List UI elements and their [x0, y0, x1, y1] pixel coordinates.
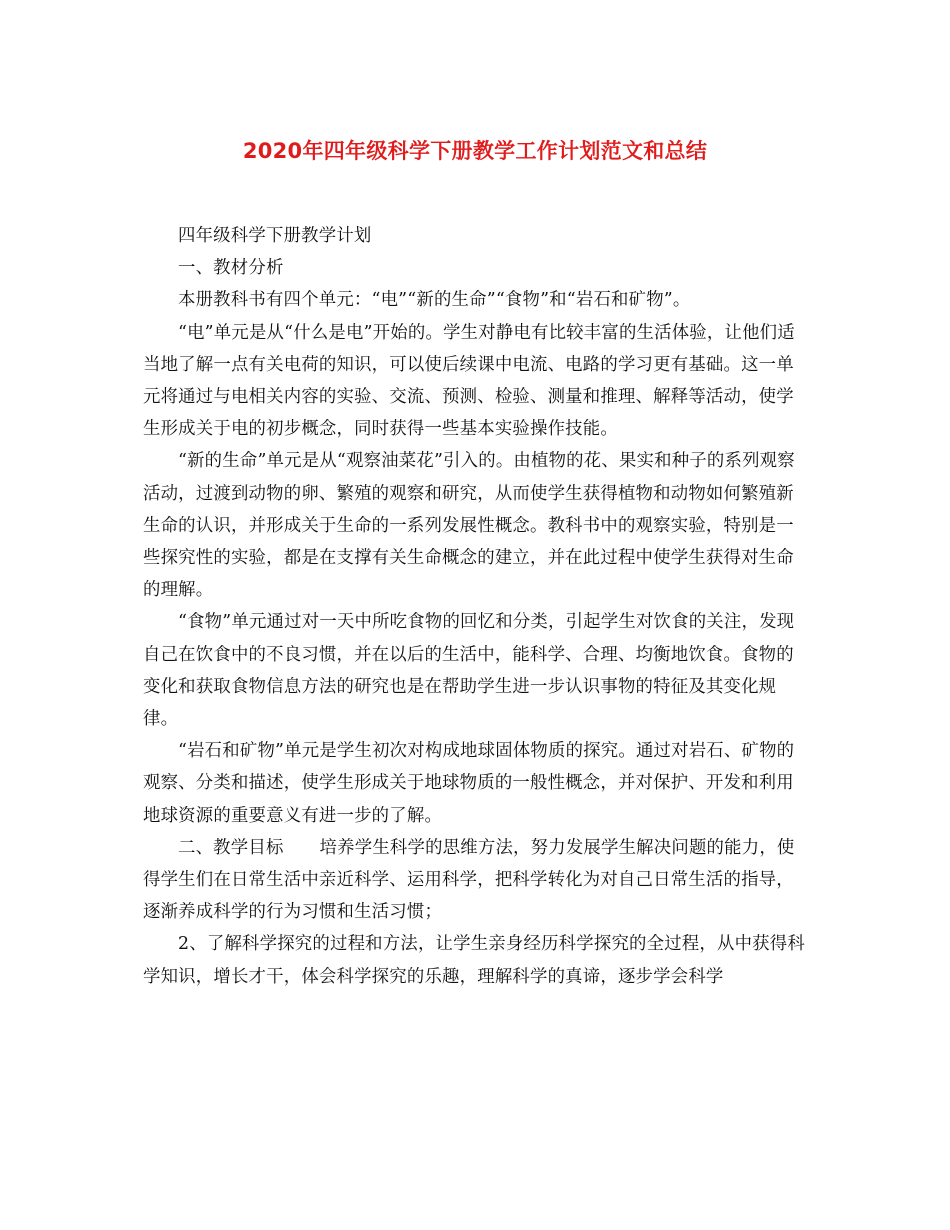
section-2-heading: 二、教学目标	[178, 837, 284, 858]
document-title: 2020年四年级科学下册教学工作计划范文和总结	[242, 139, 708, 163]
paragraph-unit-new-life: “新的生命”单元是从“观察油菜花”引入的。由植物的花、果实和种子的系列观察活动，过渡到动物的卵、繁殖的观察和研究，从而使学生获得植物和动物如何繁殖新生命的认识，并形成关于生命的一系列发展性概念。教科书中的观察实验，特别是一些探究性的实验，都是在支撑有关生命概念的建立，并在此过程中使学生获得对生命的理解。	[143, 451, 795, 601]
teaching-goals-text: 培养学生科学的思维方法，努力发展学生解决问题的能力，使得学生们在日常生活中亲近科学、运用科学，把科学转化为对自己日常生活的指导，逐渐养成科学的行为习惯和生活习惯；	[143, 837, 795, 923]
document-body	[143, 220, 808, 993]
paragraph-plan-title: 四年级科学下册教学计划	[178, 226, 372, 246]
paragraph-units-overview: 本册教科书有四个单元：“电”“新的生命”“食物”和“岩石和矿物”。	[178, 290, 691, 311]
paragraph-section-1-heading: 一、教材分析	[178, 258, 284, 279]
paragraph-goal-2: 2、了解科学探究的过程和方法，让学生亲身经历科学探究的全过程，从中获得科学知识，增长才干，体会科学探究的乐趣，理解科学的真谛，逐步学会科学	[143, 934, 805, 987]
paragraph-unit-electricity: “电”单元是从“什么是电”开始的。学生对静电有比较丰富的生活体验，让他们适当地了解一点有关电荷的知识，可以使后续课中电流、电路的学习更有基础。这一单元将通过与电相关内容的实验、交流、预测、检验、测量和推理、解释等活动，使学生形成关于电的初步概念，同时获得一些基本实验操作技能。	[143, 322, 795, 440]
paragraph-teaching-goals	[143, 832, 808, 929]
paragraph-unit-rocks-minerals: “岩石和矿物”单元是学生初次对构成地球固体物质的探究。通过对岩石、矿物的观察、分类和描述，使学生形成关于地球物质的一般性概念，并对保护、开发和利用地球资源的重要意义有进一步的了解。	[143, 741, 795, 826]
paragraph-unit-food: “食物”单元通过对一天中所吃食物的回忆和分类，引起学生对饮食的关注，发现自己在饮食中的不良习惯，并在以后的生活中，能科学、合理、均衡地饮食。食物的变化和获取食物信息方法的研究也是在帮助学生进一步认识事物的特征及其变化规律。	[143, 612, 795, 730]
